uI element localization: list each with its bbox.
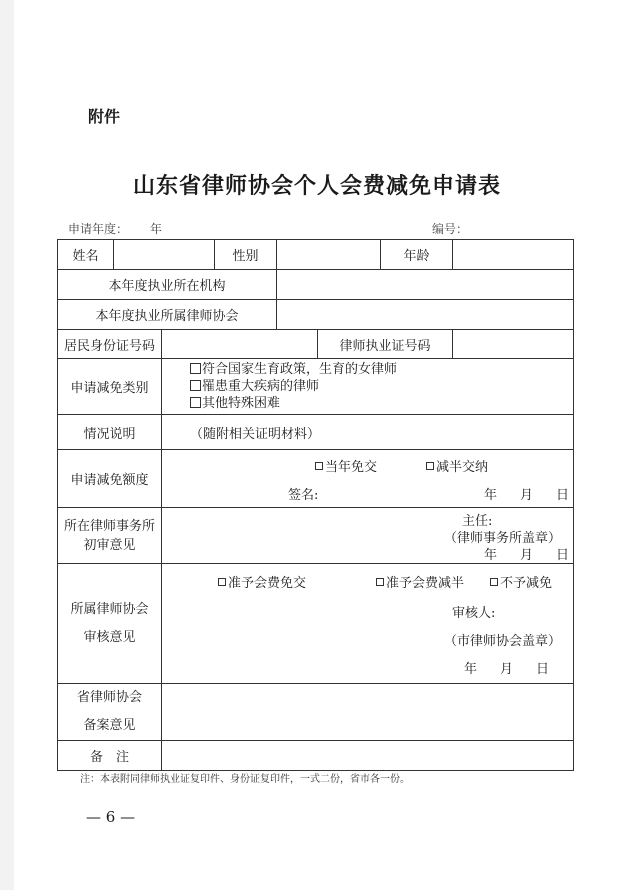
category-options <box>162 359 574 415</box>
director-label: 主任: <box>462 514 493 529</box>
date-day: 日 <box>556 488 570 503</box>
name-label: 姓名 <box>58 240 114 270</box>
id-number-label: 居民身份证号码 <box>58 330 162 359</box>
row-situation <box>58 415 574 450</box>
institution-label: 本年度执业所在机构 <box>58 270 277 300</box>
footnote: 注：本表附同律师执业证复印件、身份证复印件，一式二份，省市各一份。 <box>80 774 410 785</box>
date-year: 年 <box>484 548 498 563</box>
assoc-option-exempt[interactable]: 准予会费免交 <box>218 572 306 591</box>
application-form-table <box>57 239 574 771</box>
association-review-area <box>162 564 574 684</box>
checkbox-icon <box>190 363 201 374</box>
situation-label: 情况说明 <box>58 415 162 450</box>
amount-label: 申请减免额度 <box>58 450 162 508</box>
row-firm-review <box>58 508 574 564</box>
date-month: 月 <box>500 662 514 677</box>
row-provincial-record <box>58 684 574 741</box>
signature-label: 签名: <box>288 488 319 503</box>
firm-seal: （律师事务所盖章） <box>444 531 562 546</box>
category-option-hardship[interactable]: 其他特殊困难 <box>190 395 569 412</box>
association-label: 本年度执业所属律师协会 <box>58 300 277 330</box>
page-edge-shadow <box>0 0 14 890</box>
row-association-review <box>58 564 574 684</box>
category-option-illness[interactable]: 罹患重大疾病的律师 <box>190 378 569 395</box>
age-field[interactable] <box>453 240 574 270</box>
row-association <box>58 300 574 330</box>
remarks-label: 备 注 <box>58 741 162 771</box>
assoc-option-deny[interactable]: 不予减免 <box>490 572 552 591</box>
attachment-label: 附件 <box>88 107 121 126</box>
category-label: 申请减免类别 <box>58 359 162 415</box>
amount-option-half[interactable]: 减半交纳 <box>426 456 488 475</box>
row-remarks <box>58 741 574 771</box>
row-id-license <box>58 330 574 359</box>
date-day: 日 <box>556 548 570 563</box>
age-label: 年龄 <box>381 240 453 270</box>
form-title: 山东省律师协会个人会费减免申请表 <box>132 173 501 199</box>
date-year: 年 <box>484 488 498 503</box>
assoc-option-half[interactable]: 准予会费减半 <box>376 572 464 591</box>
checkbox-icon <box>218 578 226 586</box>
association-seal: （市律师协会盖章） <box>444 634 562 649</box>
checkbox-icon <box>190 397 201 408</box>
situation-field[interactable] <box>162 415 574 450</box>
year-label: 申请年度： <box>68 222 129 236</box>
association-review-label: 所属律师协会 审核意见 <box>58 564 162 684</box>
page-number: — 6 — <box>86 808 136 826</box>
gender-field[interactable] <box>277 240 381 270</box>
remarks-field[interactable] <box>162 741 574 771</box>
date-day: 日 <box>536 662 550 677</box>
provincial-record-field[interactable] <box>162 684 574 741</box>
license-number-label: 律师执业证号码 <box>318 330 453 359</box>
date-month: 月 <box>520 488 534 503</box>
checkbox-icon <box>190 380 201 391</box>
checkbox-icon <box>490 578 498 586</box>
category-option-childbirth[interactable]: 符合国家生育政策，生育的女律师 <box>190 361 569 378</box>
form-number: 编号： <box>432 222 469 236</box>
firm-review-label: 所在律师事务所 初审意见 <box>58 508 162 564</box>
association-field[interactable] <box>277 300 574 330</box>
amount-option-full[interactable]: 当年免交 <box>315 456 377 475</box>
row-basic-info <box>58 240 574 270</box>
amount-area <box>162 450 574 508</box>
situation-hint: （随附相关证明材料） <box>190 426 321 442</box>
institution-field[interactable] <box>277 270 574 300</box>
checkbox-icon <box>315 462 323 470</box>
name-field[interactable] <box>114 240 215 270</box>
date-year: 年 <box>464 662 478 677</box>
id-number-field[interactable] <box>162 330 318 359</box>
provincial-record-label: 省律师协会 备案意见 <box>58 684 162 741</box>
reviewer-label: 审核人: <box>452 606 496 621</box>
firm-review-area <box>162 508 574 564</box>
row-amount <box>58 450 574 508</box>
year-unit: 年 <box>150 222 163 236</box>
date-month: 月 <box>520 548 534 563</box>
application-year <box>68 220 162 237</box>
checkbox-icon <box>376 578 384 586</box>
row-category <box>58 359 574 415</box>
gender-label: 性别 <box>215 240 277 270</box>
checkbox-icon <box>426 462 434 470</box>
license-number-field[interactable] <box>453 330 574 359</box>
row-institution <box>58 270 574 300</box>
